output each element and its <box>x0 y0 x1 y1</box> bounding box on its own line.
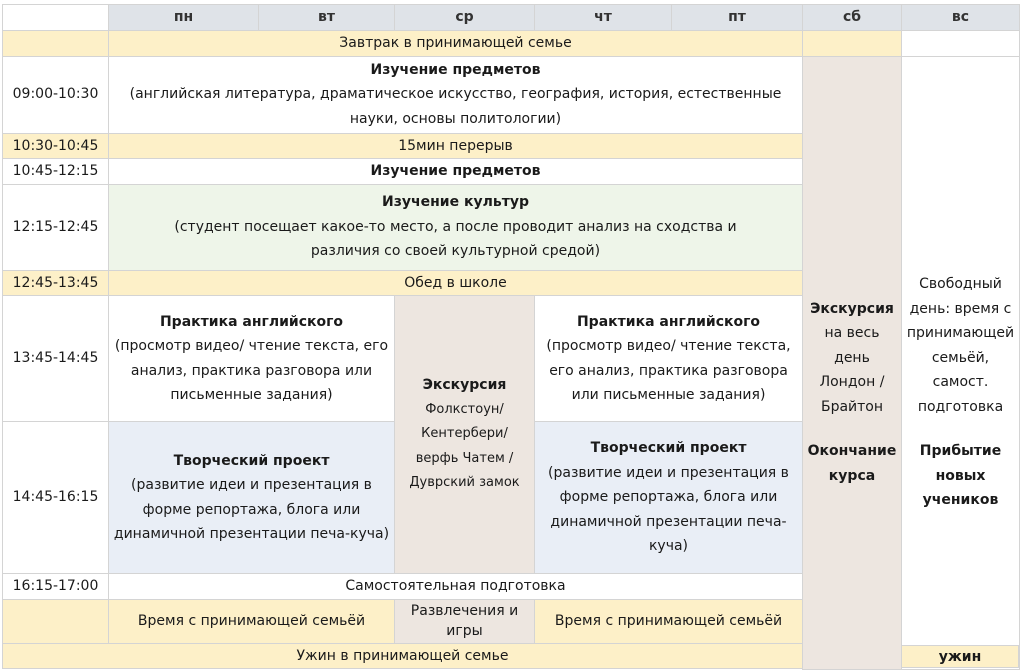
study-2-cell <box>109 159 803 185</box>
practice-left-cell <box>109 296 395 422</box>
host-time-right-cell: Время с принимающей семьёй <box>535 599 803 643</box>
breakfast-cell: Завтрак в принимающей семье <box>109 31 803 57</box>
study-1-cell <box>109 56 803 133</box>
time-cell: 14:45-16:15 <box>3 422 109 574</box>
row-study-1 <box>3 56 1020 133</box>
project-left-desc: (развитие идеи и презентация в форме репортажа, блога или динамичной презентации печа-куча) <box>113 477 390 542</box>
day-header-sun: вс <box>902 5 1020 31</box>
study-1-desc: (английская литература, драматическое искусство, география, история, естественные науки, основы политологии) <box>129 86 782 127</box>
day-header-thu: чт <box>535 5 672 31</box>
project-left-title: Творческий проект <box>173 452 330 469</box>
culture-cell <box>109 184 803 270</box>
project-right-title: Творческий проект <box>590 440 747 457</box>
study-2-title: Изучение предметов <box>370 163 541 179</box>
practice-right-title: Практика английского <box>576 313 761 330</box>
saturday-desc: на весь день Лондон / Брайтон <box>819 325 885 415</box>
time-cell: 09:00-10:30 <box>3 56 109 133</box>
sat-breakfast-cell <box>803 31 902 57</box>
time-cell: 10:30-10:45 <box>3 133 109 159</box>
day-header-mon: пн <box>109 5 259 31</box>
break-cell: 15мин перерыв <box>109 133 803 159</box>
wednesday-excursion-desc: Фолкстоун/ Кентербери/ верфь Чатем / Дуврский замок <box>409 401 520 491</box>
schedule-table <box>2 4 1020 670</box>
practice-left-title: Практика английского <box>159 313 344 330</box>
saturday-title: Экскурсия <box>810 300 894 317</box>
day-header-wed: ср <box>395 5 535 31</box>
day-header-sat: сб <box>803 5 902 31</box>
day-header-fri: пт <box>672 5 803 31</box>
dinner-cell: Ужин в принимающей семье <box>3 643 803 669</box>
wednesday-excursion-cell <box>395 296 535 574</box>
time-cell <box>3 599 109 643</box>
entertainment-cell: Развлечения и игры <box>395 599 535 643</box>
saturday-cell <box>803 56 902 669</box>
project-left-cell <box>109 422 395 574</box>
saturday-end: Окончание курса <box>807 443 897 484</box>
day-header-tue: вт <box>259 5 395 31</box>
study-1-title: Изучение предметов <box>370 61 541 78</box>
row-breakfast <box>3 31 1020 57</box>
sunday-desc: Свободный день: время с принимающей семьёй, самост. подготовка <box>906 276 1015 415</box>
self-study-cell: Самостоятельная подготовка <box>109 574 803 600</box>
spacer-cell <box>3 669 803 670</box>
header-row <box>3 5 1020 31</box>
sunday-dinner-label: ужин <box>938 649 982 665</box>
sun-breakfast-cell <box>902 31 1020 57</box>
practice-left-desc: (просмотр видео/ чтение текста, его анализ, практика разговора или письменные задания) <box>114 338 389 403</box>
project-right-desc: (развитие идеи и презентация в форме репортажа, блога или динамичной презентации печа-куча) <box>548 464 789 555</box>
practice-right-cell <box>535 296 803 422</box>
sunday-cell <box>902 56 1020 669</box>
sunday-dinner-cell <box>901 645 1019 668</box>
project-right-cell <box>535 422 803 574</box>
time-cell: 16:15-17:00 <box>3 574 109 600</box>
corner-cell <box>3 5 109 31</box>
time-cell: 12:15-12:45 <box>3 184 109 270</box>
culture-desc: (студент посещает какое-то место, а после проводит анализ на сходства и различия со своей культурной средой) <box>174 218 737 260</box>
lunch-cell: Обед в школе <box>109 270 803 296</box>
host-time-left-cell: Время с принимающей семьёй <box>109 599 395 643</box>
wednesday-excursion-title: Экскурсия <box>422 377 507 394</box>
time-cell: 13:45-14:45 <box>3 296 109 422</box>
culture-title: Изучение культур <box>382 194 529 211</box>
time-cell <box>3 31 109 57</box>
time-cell: 12:45-13:45 <box>3 270 109 296</box>
sunday-arrival: Прибытие новых учеников <box>919 443 1002 509</box>
practice-right-desc: (просмотр видео/ чтение текста, его анализ, практика разговора или письменные задания) <box>546 338 791 403</box>
time-cell: 10:45-12:15 <box>3 159 109 185</box>
